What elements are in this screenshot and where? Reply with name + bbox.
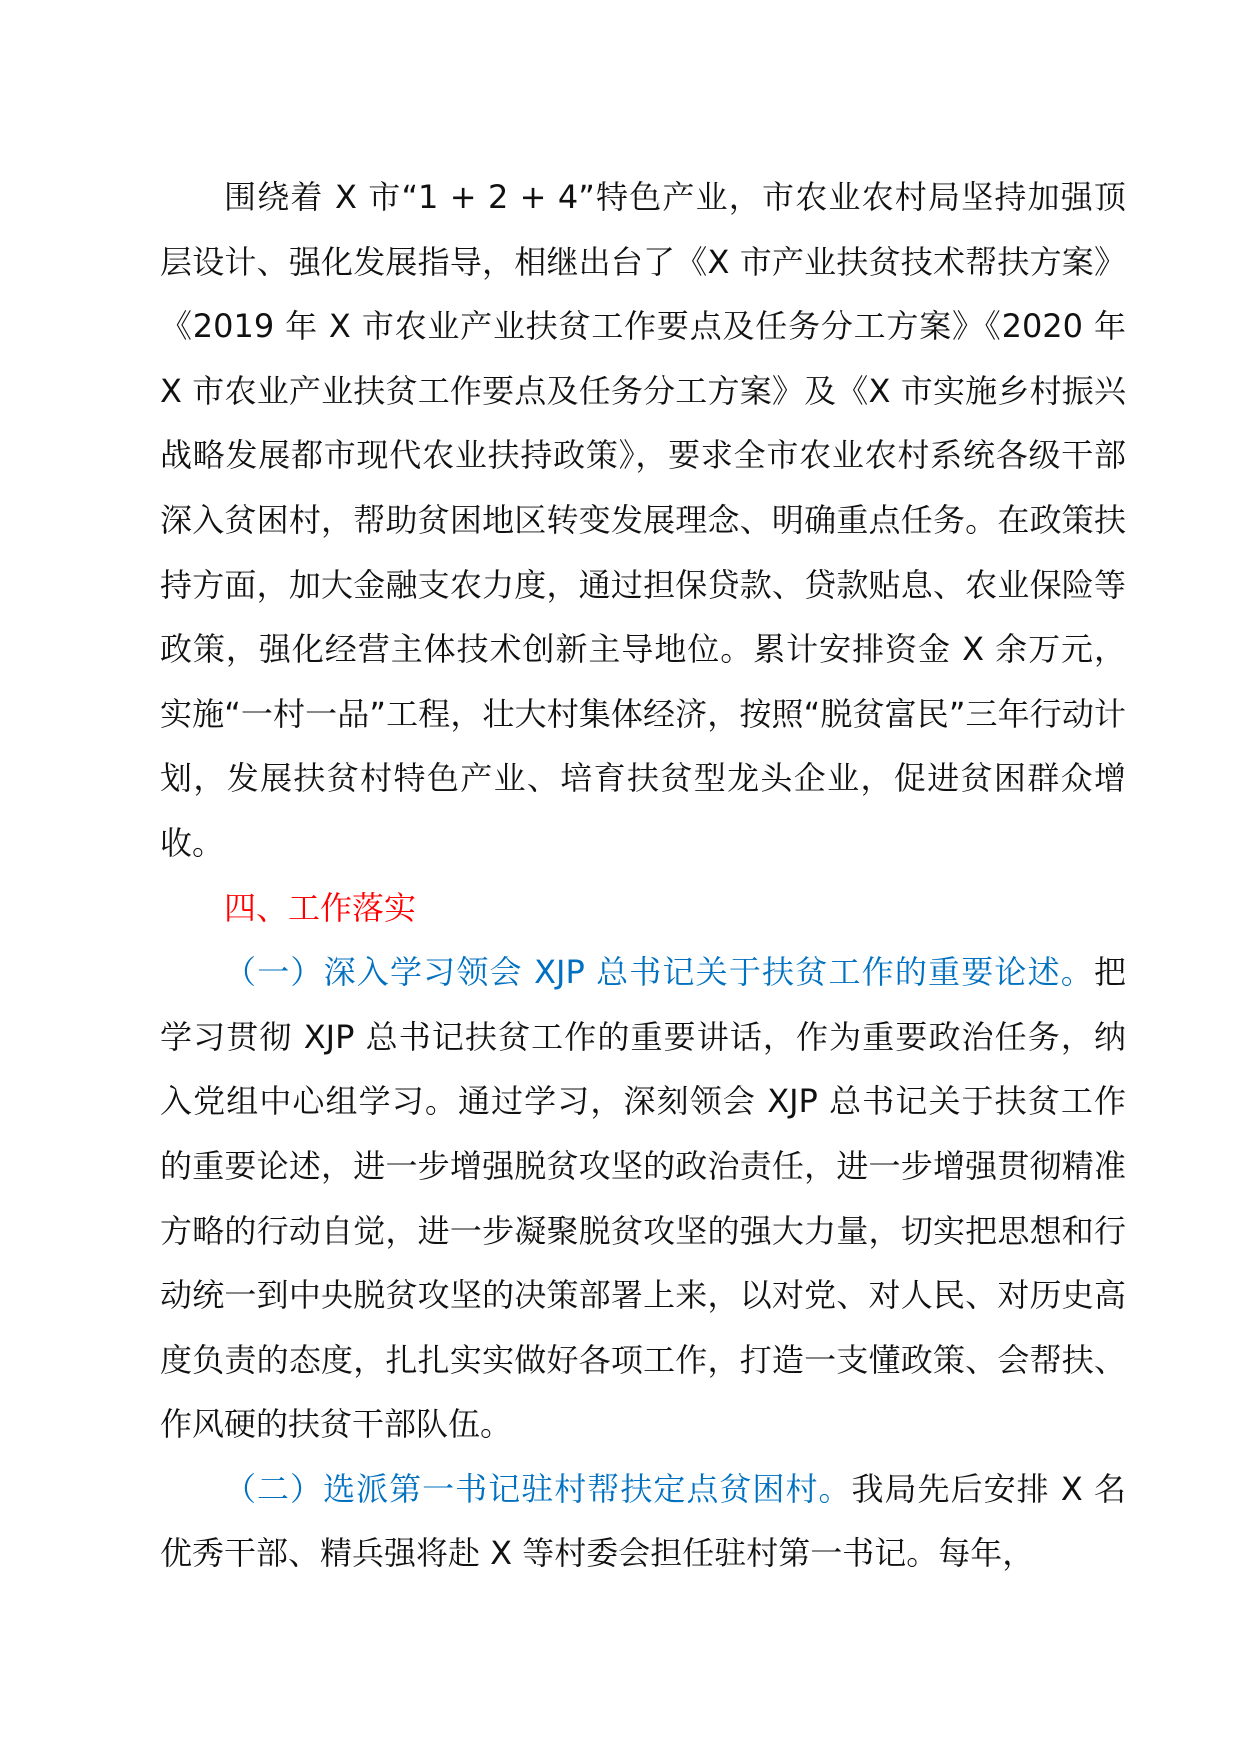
paragraph-industry-support: 围绕着 X 市“1 + 2 + 4”特色产业，市农业农村局坚持加强顶层设计、强化发展指导，相继出台了《X 市产业扶贫技术帮扶方案》《2019 年 X 市农业产业扶贫工作要点及任务分工方案》《2020 年 X 市农业产业扶贫工作要点及任务分工方案》及《X 市实施乡村振兴战略发展都市现代农业扶持政策》，要求全市农业农村系统各级干部深入贫困村，帮助贫困地区转变发展理念、明确重点任务。在政策扶持方面，加大金融支农力度，通过担保贷款、贷款贴息、农业保险等政策，强化经营主体技术创新主导地位。累计安排资金 X 余万元，实施“一村一品”工程，壮大村集体经济，按照“脱贫富民”三年行动计划，发展扶贫村特色产业、培育扶贫型龙头企业，促进贫困群众增收。 (160, 178, 1126, 862)
subsection-study-body: 把学习贯彻 XJP 总书记扶贫工作的重要讲话，作为重要政治任务，纳入党组中心组学习。通过学习，深刻领会 XJP 总书记关于扶贫工作的重要论述，进一步增强脱贫攻坚的政治责任，进一步增强贯彻精准方略的行动自觉，进一步凝聚脱贫攻坚的强大力量，切实把思想和行动统一到中央脱贫攻坚的决策部署上来，以对党、对人民、对历史高度负责的态度，扎扎实实做好各项工作，打造一支懂政策、会帮扶、作风硬的扶贫干部队伍。 (160, 953, 1126, 1444)
subsection-study-title: （一）深入学习领会 XJP 总书记关于扶贫工作的重要论述。 (224, 953, 1094, 992)
subsection-first-secretary (160, 1457, 1126, 1586)
document-page (160, 165, 1126, 1586)
subsection-first-secretary-title: （二）选派第一书记驻村帮扶定点贫困村。 (224, 1469, 852, 1508)
subsection-study (160, 940, 1126, 1457)
subsection-first-secretary-body: 我局先后安排 X 名优秀干部、精兵强将赴 X 等村委会担任驻村第一书记。每年， (160, 1469, 1126, 1573)
section-heading-work-implementation: 四、工作落实 (224, 888, 417, 927)
